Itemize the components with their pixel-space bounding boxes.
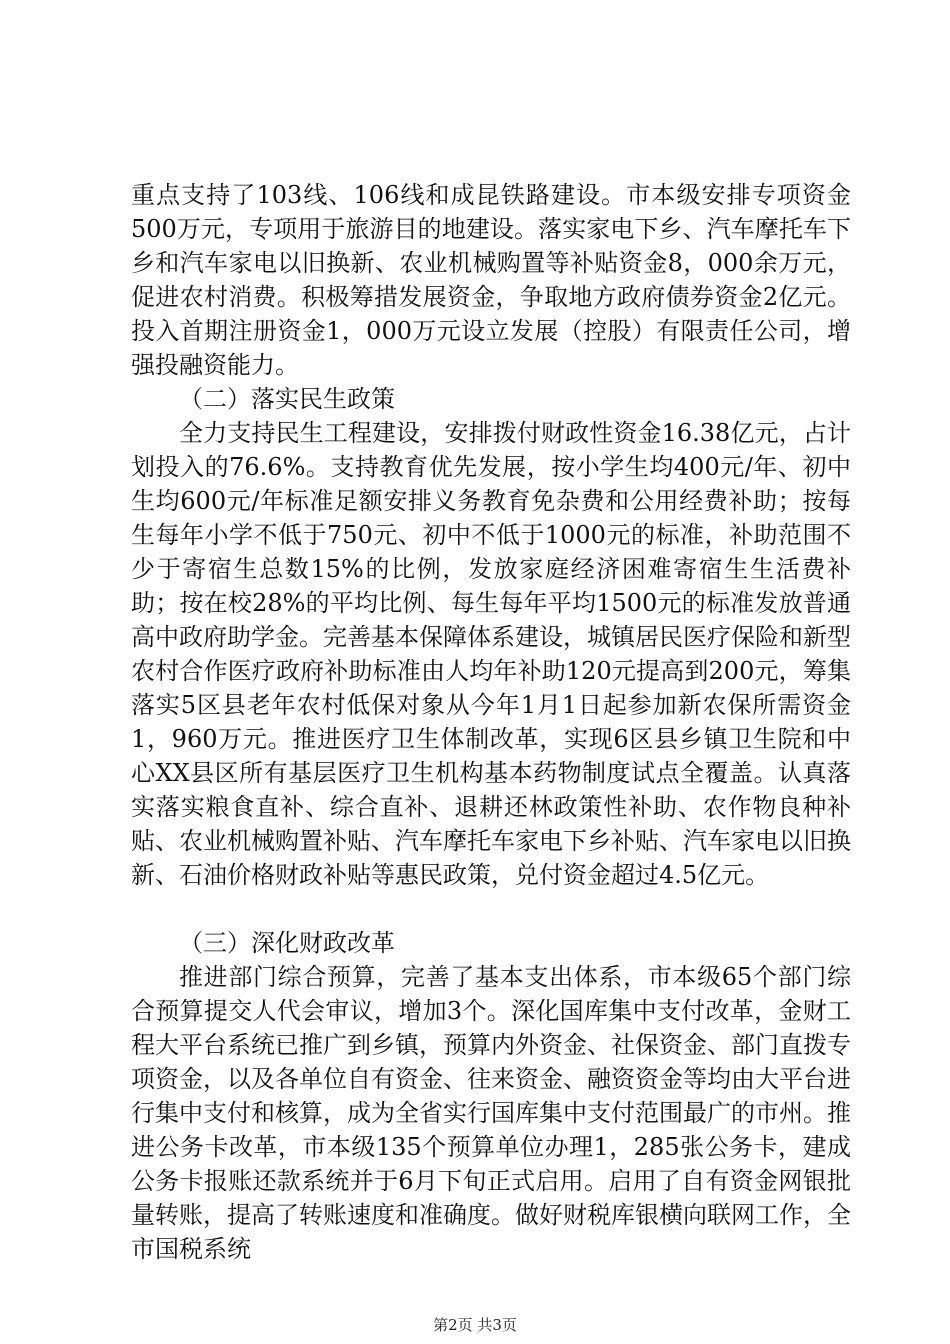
paragraph-continuation: 重点支持了103线、106线和成昆铁路建设。市本级安排专项资金500万元，专项用于旅游目的地建设。落实家电下乡、汽车摩托车下乡和汽车家电以旧换新、农业机械购置等补贴资金8，000余万元，促进农村消费。积极筹措发展资金，争取地方政府债券资金2亿元。投入首期注册资金1，000万元设立发展（控股）有限责任公司，增强投融资能力。 — [131, 181, 851, 379]
document-body — [131, 178, 851, 1266]
section-heading-livelihood: （二）落实民生政策 — [179, 385, 395, 413]
page-number-footer: 第2页 共3页 — [433, 1316, 517, 1334]
paragraph-reform: 推进部门综合预算，完善了基本支出体系，市本级65个部门综合预算提交人代会审议，增加3个。深化国库集中支付改革，金财工程大平台系统已推广到乡镇，预算内外资金、社保资金、部门直拨专项资金，以及各单位自有资金、往来资金、融资资金等均由大平台进行集中支付和核算，成为全省实行国库集中支付范围最广的市州。推进公务卡改革，市本级135个预算单位办理1，285张公务卡，建成公务卡报账还款系统并于6月下旬正式启用。启用了自有资金网银批量转账，提高了转账速度和准确度。做好财税库银横向联网工作，全市国税系统 — [131, 963, 851, 1263]
paragraph-livelihood: 全力支持民生工程建设，安排拨付财政性资金16.38亿元，占计划投入的76.6%。支持教育优先发展，按小学生均400元/年、初中生均600元/年标准足额安排义务教育免杂费和公用经费补助；按每生每年小学不低于750元、初中不低于1000元的标准，补助范围不少于寄宿生总数15%的比例，发放家庭经济困难寄宿生生活费补助；按在校28%的平均比例、每生每年平均1500元的标准发放普通高中政府助学金。完善基本保障体系建设，城镇居民医疗保险和新型农村合作医疗政府补助标准由人均年补助120元提高到200元，筹集落实5区县老年农村低保对象从今年1月1日起参加新农保所需资金1，960万元。推进医疗卫生体制改革，实现6区县乡镇卫生院和中心XX县区所有基层医疗卫生机构基本药物制度试点全覆盖。认真落实落实粮食直补、综合直补、退耕还林政策性补助、农作物良种补贴、农业机械购置补贴、汽车摩托车家电下乡补贴、汽车家电以旧换新、石油价格财政补贴等惠民政策，兑付资金超过4.5亿元。 — [131, 419, 851, 889]
paragraph-spacer — [131, 892, 851, 926]
section-heading-reform: （三）深化财政改革 — [179, 929, 395, 957]
